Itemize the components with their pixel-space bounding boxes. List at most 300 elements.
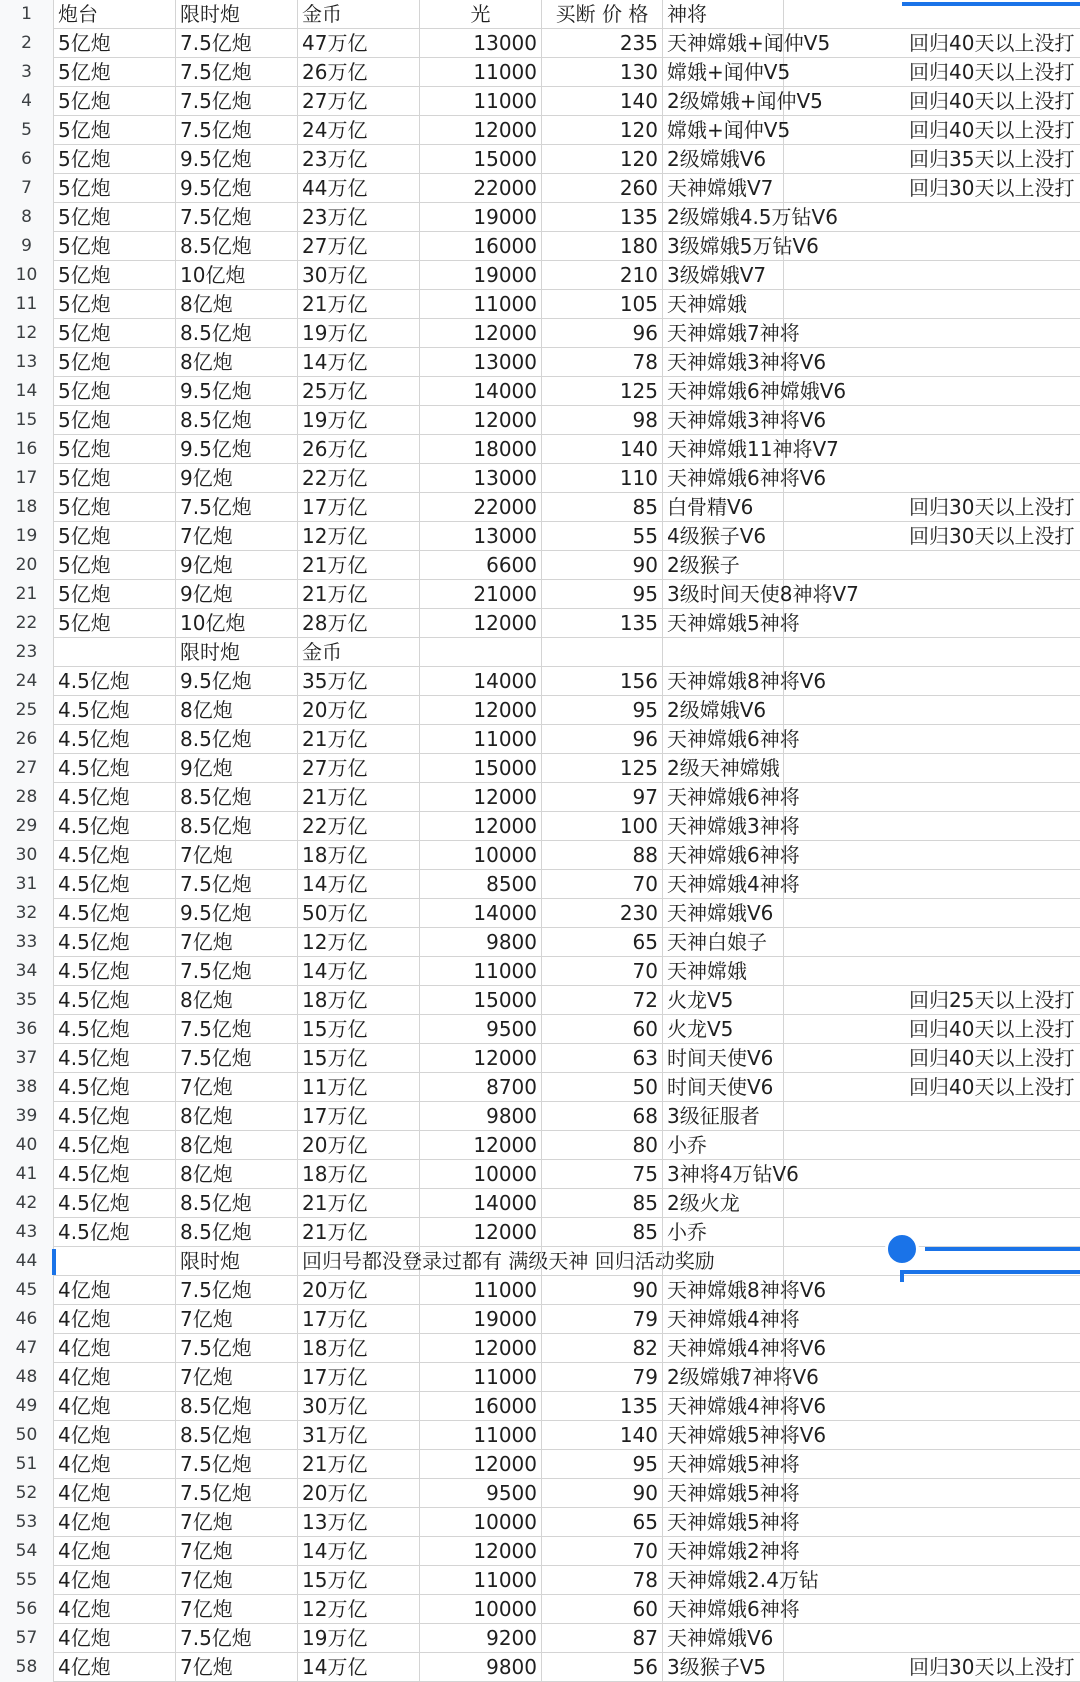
table-cell[interactable]: 4亿炮 [54,1450,176,1479]
column-header-cell[interactable]: 金币 [298,0,420,29]
table-cell[interactable]: 19000 [420,203,542,232]
column-header-cell[interactable]: 光 [420,0,542,29]
table-cell[interactable]: 9500 [420,1479,542,1508]
table-cell[interactable] [905,261,1080,290]
table-cell[interactable]: 18000 [420,435,542,464]
table-cell[interactable]: 5亿炮 [54,348,176,377]
table-cell[interactable]: 天神嫦娥8神将V6 [663,667,784,696]
table-cell[interactable]: 56 [542,1653,663,1682]
table-cell[interactable]: 21万亿 [298,783,420,812]
table-cell[interactable]: 156 [542,667,663,696]
table-cell[interactable] [784,986,905,1015]
table-cell[interactable]: 2级嫦娥+闻仲V5 [663,87,784,116]
table-cell[interactable]: 13000 [420,522,542,551]
table-cell[interactable]: 5亿炮 [54,116,176,145]
table-cell[interactable]: 90 [542,1479,663,1508]
table-cell[interactable]: 63 [542,1044,663,1073]
table-cell[interactable]: 8.5亿炮 [176,232,298,261]
table-cell[interactable] [784,174,905,203]
table-cell[interactable]: 79 [542,1363,663,1392]
table-cell[interactable] [905,928,1080,957]
table-cell[interactable]: 96 [542,319,663,348]
table-cell[interactable]: 12000 [420,319,542,348]
table-cell[interactable]: 11000 [420,1276,542,1305]
table-cell[interactable]: 2级嫦娥4.5万钻V6 [663,203,784,232]
table-cell[interactable]: 11000 [420,58,542,87]
table-cell[interactable]: 7亿炮 [176,522,298,551]
table-cell[interactable]: 9200 [420,1624,542,1653]
table-cell[interactable]: 天神嫦娥3神将V6 [663,406,784,435]
table-cell[interactable]: 7.5亿炮 [176,1044,298,1073]
table-cell[interactable]: 125 [542,377,663,406]
table-cell[interactable]: 3级猴子V5 [663,1653,784,1682]
table-cell[interactable]: 7亿炮 [176,841,298,870]
table-cell[interactable]: 8亿炮 [176,290,298,319]
table-cell[interactable]: 95 [542,1450,663,1479]
table-cell[interactable] [542,638,663,667]
table-cell[interactable]: 9.5亿炮 [176,145,298,174]
table-cell[interactable]: 87 [542,1624,663,1653]
table-cell[interactable]: 时间天使V6 [663,1044,784,1073]
table-cell[interactable]: 7亿炮 [176,1073,298,1102]
table-cell[interactable] [905,812,1080,841]
table-cell[interactable]: 2级天神嫦娥 [663,754,784,783]
table-cell[interactable] [905,638,1080,667]
table-cell[interactable] [420,638,542,667]
table-cell[interactable]: 天神嫦娥V6 [663,899,784,928]
table-cell[interactable]: 135 [542,1392,663,1421]
table-cell[interactable]: 120 [542,145,663,174]
table-cell[interactable]: 回归40天以上没打 [909,60,1075,84]
table-cell[interactable] [784,957,905,986]
table-cell[interactable] [784,1189,905,1218]
table-cell[interactable]: 12万亿 [298,522,420,551]
table-cell[interactable]: 13000 [420,348,542,377]
table-cell[interactable]: 11000 [420,957,542,986]
table-cell[interactable]: 28万亿 [298,609,420,638]
table-cell[interactable]: 60 [542,1015,663,1044]
table-cell[interactable] [784,522,905,551]
table-cell[interactable]: 8亿炮 [176,1131,298,1160]
table-cell[interactable] [784,928,905,957]
table-cell[interactable]: 85 [542,1189,663,1218]
table-cell[interactable]: 11000 [420,1363,542,1392]
table-cell[interactable]: 7.5亿炮 [176,58,298,87]
table-cell[interactable]: 17万亿 [298,1102,420,1131]
table-cell[interactable]: 70 [542,1537,663,1566]
table-cell[interactable] [542,1247,663,1276]
table-cell[interactable]: 85 [542,1218,663,1247]
table-cell[interactable]: 12000 [420,1334,542,1363]
table-cell[interactable]: 85 [542,493,663,522]
table-cell[interactable]: 10亿炮 [176,261,298,290]
table-cell[interactable]: 21万亿 [298,725,420,754]
table-cell[interactable]: 230 [542,899,663,928]
table-cell[interactable]: 140 [542,1421,663,1450]
table-cell[interactable]: 88 [542,841,663,870]
table-cell[interactable]: 7.5亿炮 [176,1015,298,1044]
table-cell[interactable]: 9.5亿炮 [176,667,298,696]
table-cell[interactable]: 24万亿 [298,116,420,145]
table-cell[interactable] [905,783,1080,812]
table-cell[interactable]: 8亿炮 [176,1102,298,1131]
table-cell[interactable]: 12000 [420,812,542,841]
table-cell[interactable]: 回归40天以上没打 [909,1017,1075,1041]
table-cell[interactable] [784,870,905,899]
table-cell[interactable]: 5亿炮 [54,58,176,87]
table-cell[interactable]: 4亿炮 [54,1653,176,1682]
table-cell[interactable]: 105 [542,290,663,319]
table-cell[interactable]: 5亿炮 [54,580,176,609]
table-cell[interactable]: 天神嫦娥 [663,957,784,986]
table-cell[interactable] [784,0,905,29]
table-cell[interactable]: 21万亿 [298,290,420,319]
table-cell[interactable]: 13万亿 [298,1508,420,1537]
table-cell[interactable]: 5亿炮 [54,203,176,232]
table-cell[interactable]: 14万亿 [298,1653,420,1682]
table-cell[interactable]: 4.5亿炮 [54,812,176,841]
table-cell[interactable]: 15000 [420,145,542,174]
table-cell[interactable]: 天神嫦娥V6 [663,1624,784,1653]
table-cell[interactable]: 5亿炮 [54,174,176,203]
table-cell[interactable]: 限时炮 [176,638,298,667]
table-cell[interactable]: 8.5亿炮 [176,812,298,841]
table-cell[interactable]: 天神嫦娥4神将 [663,870,784,899]
table-cell[interactable] [784,1160,905,1189]
table-cell[interactable]: 18万亿 [298,1334,420,1363]
table-cell[interactable]: 4亿炮 [54,1508,176,1537]
table-cell[interactable]: 4亿炮 [54,1624,176,1653]
table-cell[interactable]: 14万亿 [298,957,420,986]
table-cell[interactable] [905,696,1080,725]
table-cell[interactable]: 3级嫦娥V7 [663,261,784,290]
column-header-cell[interactable]: 买断 价 格 [542,0,663,29]
table-cell[interactable]: 18万亿 [298,986,420,1015]
table-cell[interactable]: 70 [542,870,663,899]
table-cell[interactable] [905,1421,1080,1450]
table-cell[interactable]: 12万亿 [298,928,420,957]
table-cell[interactable]: 70 [542,957,663,986]
table-cell[interactable] [905,464,1080,493]
table-cell[interactable]: 125 [542,754,663,783]
table-cell[interactable]: 火龙V5 [663,986,784,1015]
table-cell[interactable]: 8.5亿炮 [176,1392,298,1421]
table-cell[interactable]: 26万亿 [298,435,420,464]
table-cell[interactable] [784,609,905,638]
table-cell[interactable] [905,1624,1080,1653]
table-cell[interactable]: 小乔 [663,1218,784,1247]
table-cell[interactable]: 12000 [420,1044,542,1073]
table-cell[interactable]: 11000 [420,290,542,319]
table-cell[interactable]: 110 [542,464,663,493]
column-header-cell[interactable]: 炮台 [54,0,176,29]
table-cell[interactable]: 140 [542,435,663,464]
table-cell[interactable]: 5亿炮 [54,406,176,435]
table-cell[interactable]: 9亿炮 [176,580,298,609]
table-cell[interactable]: 15万亿 [298,1015,420,1044]
table-cell[interactable] [54,1247,176,1276]
table-cell[interactable] [784,290,905,319]
table-cell[interactable]: 12万亿 [298,1595,420,1624]
table-cell[interactable]: 回归40天以上没打 [909,89,1075,113]
table-cell[interactable] [905,1189,1080,1218]
table-cell[interactable]: 19000 [420,261,542,290]
table-cell[interactable]: 天神嫦娥5神将 [663,609,784,638]
table-cell[interactable]: 回归35天以上没打 [909,147,1075,171]
table-cell[interactable]: 25万亿 [298,377,420,406]
table-cell[interactable] [905,1305,1080,1334]
table-cell[interactable] [905,725,1080,754]
table-cell[interactable]: 11000 [420,725,542,754]
table-cell[interactable]: 12000 [420,1450,542,1479]
table-cell[interactable]: 5亿炮 [54,232,176,261]
table-cell[interactable]: 2级嫦娥7神将V6 [663,1363,784,1392]
table-cell[interactable] [784,551,905,580]
table-cell[interactable]: 22万亿 [298,812,420,841]
table-cell[interactable]: 天神嫦娥 [663,290,784,319]
table-cell[interactable]: 9800 [420,928,542,957]
table-cell[interactable]: 2级火龙 [663,1189,784,1218]
table-cell[interactable]: 回归40天以上没打 [909,1075,1075,1099]
table-cell[interactable]: 4.5亿炮 [54,1218,176,1247]
table-cell[interactable]: 9.5亿炮 [176,899,298,928]
table-cell[interactable]: 5亿炮 [54,87,176,116]
table-cell[interactable]: 79 [542,1305,663,1334]
table-cell[interactable]: 3级征服者 [663,1102,784,1131]
table-cell[interactable]: 30万亿 [298,1392,420,1421]
table-cell[interactable]: 4亿炮 [54,1595,176,1624]
table-cell[interactable] [905,1479,1080,1508]
table-cell[interactable]: 天神嫦娥4神将V6 [663,1392,784,1421]
table-cell[interactable]: 天神嫦娥5神将 [663,1508,784,1537]
table-cell[interactable]: 22万亿 [298,464,420,493]
table-cell[interactable] [663,638,784,667]
table-cell[interactable]: 天神嫦娥2.4万钻 [663,1566,784,1595]
table-cell[interactable]: 10000 [420,1595,542,1624]
table-cell[interactable] [905,1508,1080,1537]
table-cell[interactable] [784,1450,905,1479]
table-cell[interactable]: 5亿炮 [54,551,176,580]
table-cell[interactable]: 10000 [420,1160,542,1189]
table-cell[interactable]: 4亿炮 [54,1566,176,1595]
table-cell[interactable] [905,1102,1080,1131]
table-cell[interactable]: 21万亿 [298,1189,420,1218]
table-cell[interactable]: 60 [542,1595,663,1624]
table-cell[interactable] [905,1363,1080,1392]
table-cell[interactable]: 11000 [420,87,542,116]
table-cell[interactable]: 4.5亿炮 [54,696,176,725]
table-cell[interactable]: 7.5亿炮 [176,493,298,522]
table-cell[interactable]: 27万亿 [298,754,420,783]
table-cell[interactable]: 27万亿 [298,232,420,261]
table-cell[interactable]: 回归30天以上没打 [909,176,1075,200]
table-cell[interactable]: 回归30天以上没打 [909,495,1075,519]
table-cell[interactable]: 8亿炮 [176,1160,298,1189]
table-cell[interactable]: 4.5亿炮 [54,957,176,986]
table-cell[interactable]: 小乔 [663,1131,784,1160]
table-cell[interactable]: 8.5亿炮 [176,406,298,435]
table-cell[interactable] [905,1537,1080,1566]
table-cell[interactable]: 21000 [420,580,542,609]
table-cell[interactable]: 21万亿 [298,1450,420,1479]
table-cell[interactable]: 9.5亿炮 [176,435,298,464]
table-cell[interactable]: 10000 [420,841,542,870]
table-cell[interactable]: 嫦娥+闻仲V5 [663,116,784,145]
table-cell[interactable] [420,1247,542,1276]
table-cell[interactable] [784,116,905,145]
table-cell[interactable]: 22000 [420,493,542,522]
table-cell[interactable]: 天神嫦娥6神将 [663,783,784,812]
table-cell[interactable]: 7亿炮 [176,1595,298,1624]
table-cell[interactable]: 嫦娥+闻仲V5 [663,58,784,87]
table-cell[interactable]: 12000 [420,1537,542,1566]
table-cell[interactable]: 95 [542,696,663,725]
table-cell[interactable]: 90 [542,551,663,580]
table-cell[interactable] [784,1479,905,1508]
table-cell[interactable] [784,493,905,522]
table-cell[interactable]: 4.5亿炮 [54,899,176,928]
table-cell[interactable]: 9800 [420,1102,542,1131]
table-cell[interactable]: 11万亿 [298,1073,420,1102]
table-cell[interactable] [784,783,905,812]
table-cell[interactable]: 8.5亿炮 [176,1421,298,1450]
table-cell[interactable]: 100 [542,812,663,841]
table-cell[interactable]: 5亿炮 [54,29,176,58]
table-cell[interactable]: 7.5亿炮 [176,870,298,899]
table-cell[interactable]: 7.5亿炮 [176,1479,298,1508]
table-cell[interactable]: 65 [542,928,663,957]
table-cell[interactable]: 12000 [420,1218,542,1247]
table-cell[interactable]: 12000 [420,406,542,435]
table-cell[interactable]: 天神嫦娥2神将 [663,1537,784,1566]
table-cell[interactable] [905,899,1080,928]
table-cell[interactable]: 8.5亿炮 [176,1189,298,1218]
table-cell[interactable]: 21万亿 [298,580,420,609]
table-cell[interactable] [905,1276,1080,1305]
table-cell[interactable] [784,1537,905,1566]
table-cell[interactable]: 3神将4万钻V6 [663,1160,784,1189]
table-cell[interactable] [784,319,905,348]
table-cell[interactable]: 18万亿 [298,841,420,870]
table-cell[interactable]: 4.5亿炮 [54,725,176,754]
table-cell[interactable]: 4亿炮 [54,1305,176,1334]
table-cell[interactable]: 13000 [420,29,542,58]
table-cell[interactable]: 5亿炮 [54,261,176,290]
table-cell[interactable]: 8亿炮 [176,348,298,377]
table-cell[interactable]: 2级嫦娥V6 [663,696,784,725]
table-cell[interactable]: 4亿炮 [54,1334,176,1363]
table-cell[interactable]: 4亿炮 [54,1276,176,1305]
table-cell[interactable] [905,580,1080,609]
table-cell[interactable]: 21万亿 [298,551,420,580]
table-cell[interactable] [905,348,1080,377]
table-cell[interactable]: 5亿炮 [54,435,176,464]
table-cell[interactable]: 47万亿 [298,29,420,58]
table-cell[interactable]: 12000 [420,783,542,812]
table-cell[interactable] [784,58,905,87]
table-cell[interactable] [784,725,905,754]
table-cell[interactable] [905,319,1080,348]
table-cell[interactable]: 回归30天以上没打 [909,524,1075,548]
table-cell[interactable]: 20万亿 [298,1276,420,1305]
table-cell[interactable]: 13000 [420,464,542,493]
table-cell[interactable]: 27万亿 [298,87,420,116]
table-cell[interactable]: 3级时间天使8神将V7 [663,580,784,609]
table-cell[interactable] [905,377,1080,406]
table-cell[interactable]: 2级猴子 [663,551,784,580]
table-cell[interactable] [784,812,905,841]
table-cell[interactable]: 135 [542,203,663,232]
table-cell[interactable]: 12000 [420,609,542,638]
table-cell[interactable]: 10000 [420,1508,542,1537]
table-cell[interactable] [905,1334,1080,1363]
table-cell[interactable]: 11000 [420,1566,542,1595]
table-cell[interactable] [784,1044,905,1073]
table-cell[interactable]: 天神嫦娥3神将 [663,812,784,841]
table-cell[interactable]: 天神白娘子 [663,928,784,957]
table-cell[interactable]: 16000 [420,1392,542,1421]
table-cell[interactable] [905,609,1080,638]
table-cell[interactable]: 金币 [298,638,420,667]
table-cell[interactable] [905,406,1080,435]
table-cell[interactable]: 天神嫦娥11神将V7 [663,435,784,464]
table-cell[interactable]: 7亿炮 [176,1653,298,1682]
table-cell[interactable] [784,696,905,725]
table-cell[interactable]: 回归40天以上没打 [909,31,1075,55]
table-cell[interactable]: 5亿炮 [54,522,176,551]
table-cell[interactable]: 回归40天以上没打 [909,1046,1075,1070]
table-cell[interactable]: 回归40天以上没打 [909,118,1075,142]
table-cell[interactable]: 天神嫦娥8神将V6 [663,1276,784,1305]
table-cell[interactable]: 12000 [420,696,542,725]
table-cell[interactable]: 7.5亿炮 [176,1450,298,1479]
table-cell[interactable]: 天神嫦娥7神将 [663,319,784,348]
table-cell[interactable]: 180 [542,232,663,261]
table-cell[interactable]: 26万亿 [298,58,420,87]
table-cell[interactable]: 7亿炮 [176,1363,298,1392]
table-cell[interactable]: 天神嫦娥6神将 [663,841,784,870]
table-cell[interactable]: 回归30天以上没打 [909,1655,1075,1679]
table-cell[interactable]: 97 [542,783,663,812]
table-cell[interactable] [784,1508,905,1537]
table-cell[interactable]: 9.5亿炮 [176,174,298,203]
table-cell[interactable] [784,1073,905,1102]
table-cell[interactable]: 14000 [420,377,542,406]
table-cell[interactable]: 14万亿 [298,348,420,377]
table-cell[interactable]: 14000 [420,899,542,928]
table-cell[interactable]: 4.5亿炮 [54,1015,176,1044]
table-cell[interactable] [784,261,905,290]
table-cell[interactable]: 9亿炮 [176,551,298,580]
table-cell[interactable]: 5亿炮 [54,319,176,348]
table-cell[interactable]: 130 [542,58,663,87]
table-cell[interactable]: 90 [542,1276,663,1305]
table-cell[interactable]: 回归25天以上没打 [909,988,1075,1012]
table-cell[interactable]: 4亿炮 [54,1421,176,1450]
table-cell[interactable]: 135 [542,609,663,638]
table-cell[interactable]: 78 [542,348,663,377]
table-cell[interactable]: 8亿炮 [176,986,298,1015]
table-cell[interactable]: 22000 [420,174,542,203]
table-cell[interactable]: 19万亿 [298,406,420,435]
table-cell[interactable] [905,232,1080,261]
table-cell[interactable]: 260 [542,174,663,203]
table-cell[interactable]: 35万亿 [298,667,420,696]
table-cell[interactable]: 16000 [420,232,542,261]
table-cell[interactable] [905,1131,1080,1160]
table-cell[interactable]: 2级嫦娥V6 [663,145,784,174]
table-cell[interactable]: 8.5亿炮 [176,319,298,348]
